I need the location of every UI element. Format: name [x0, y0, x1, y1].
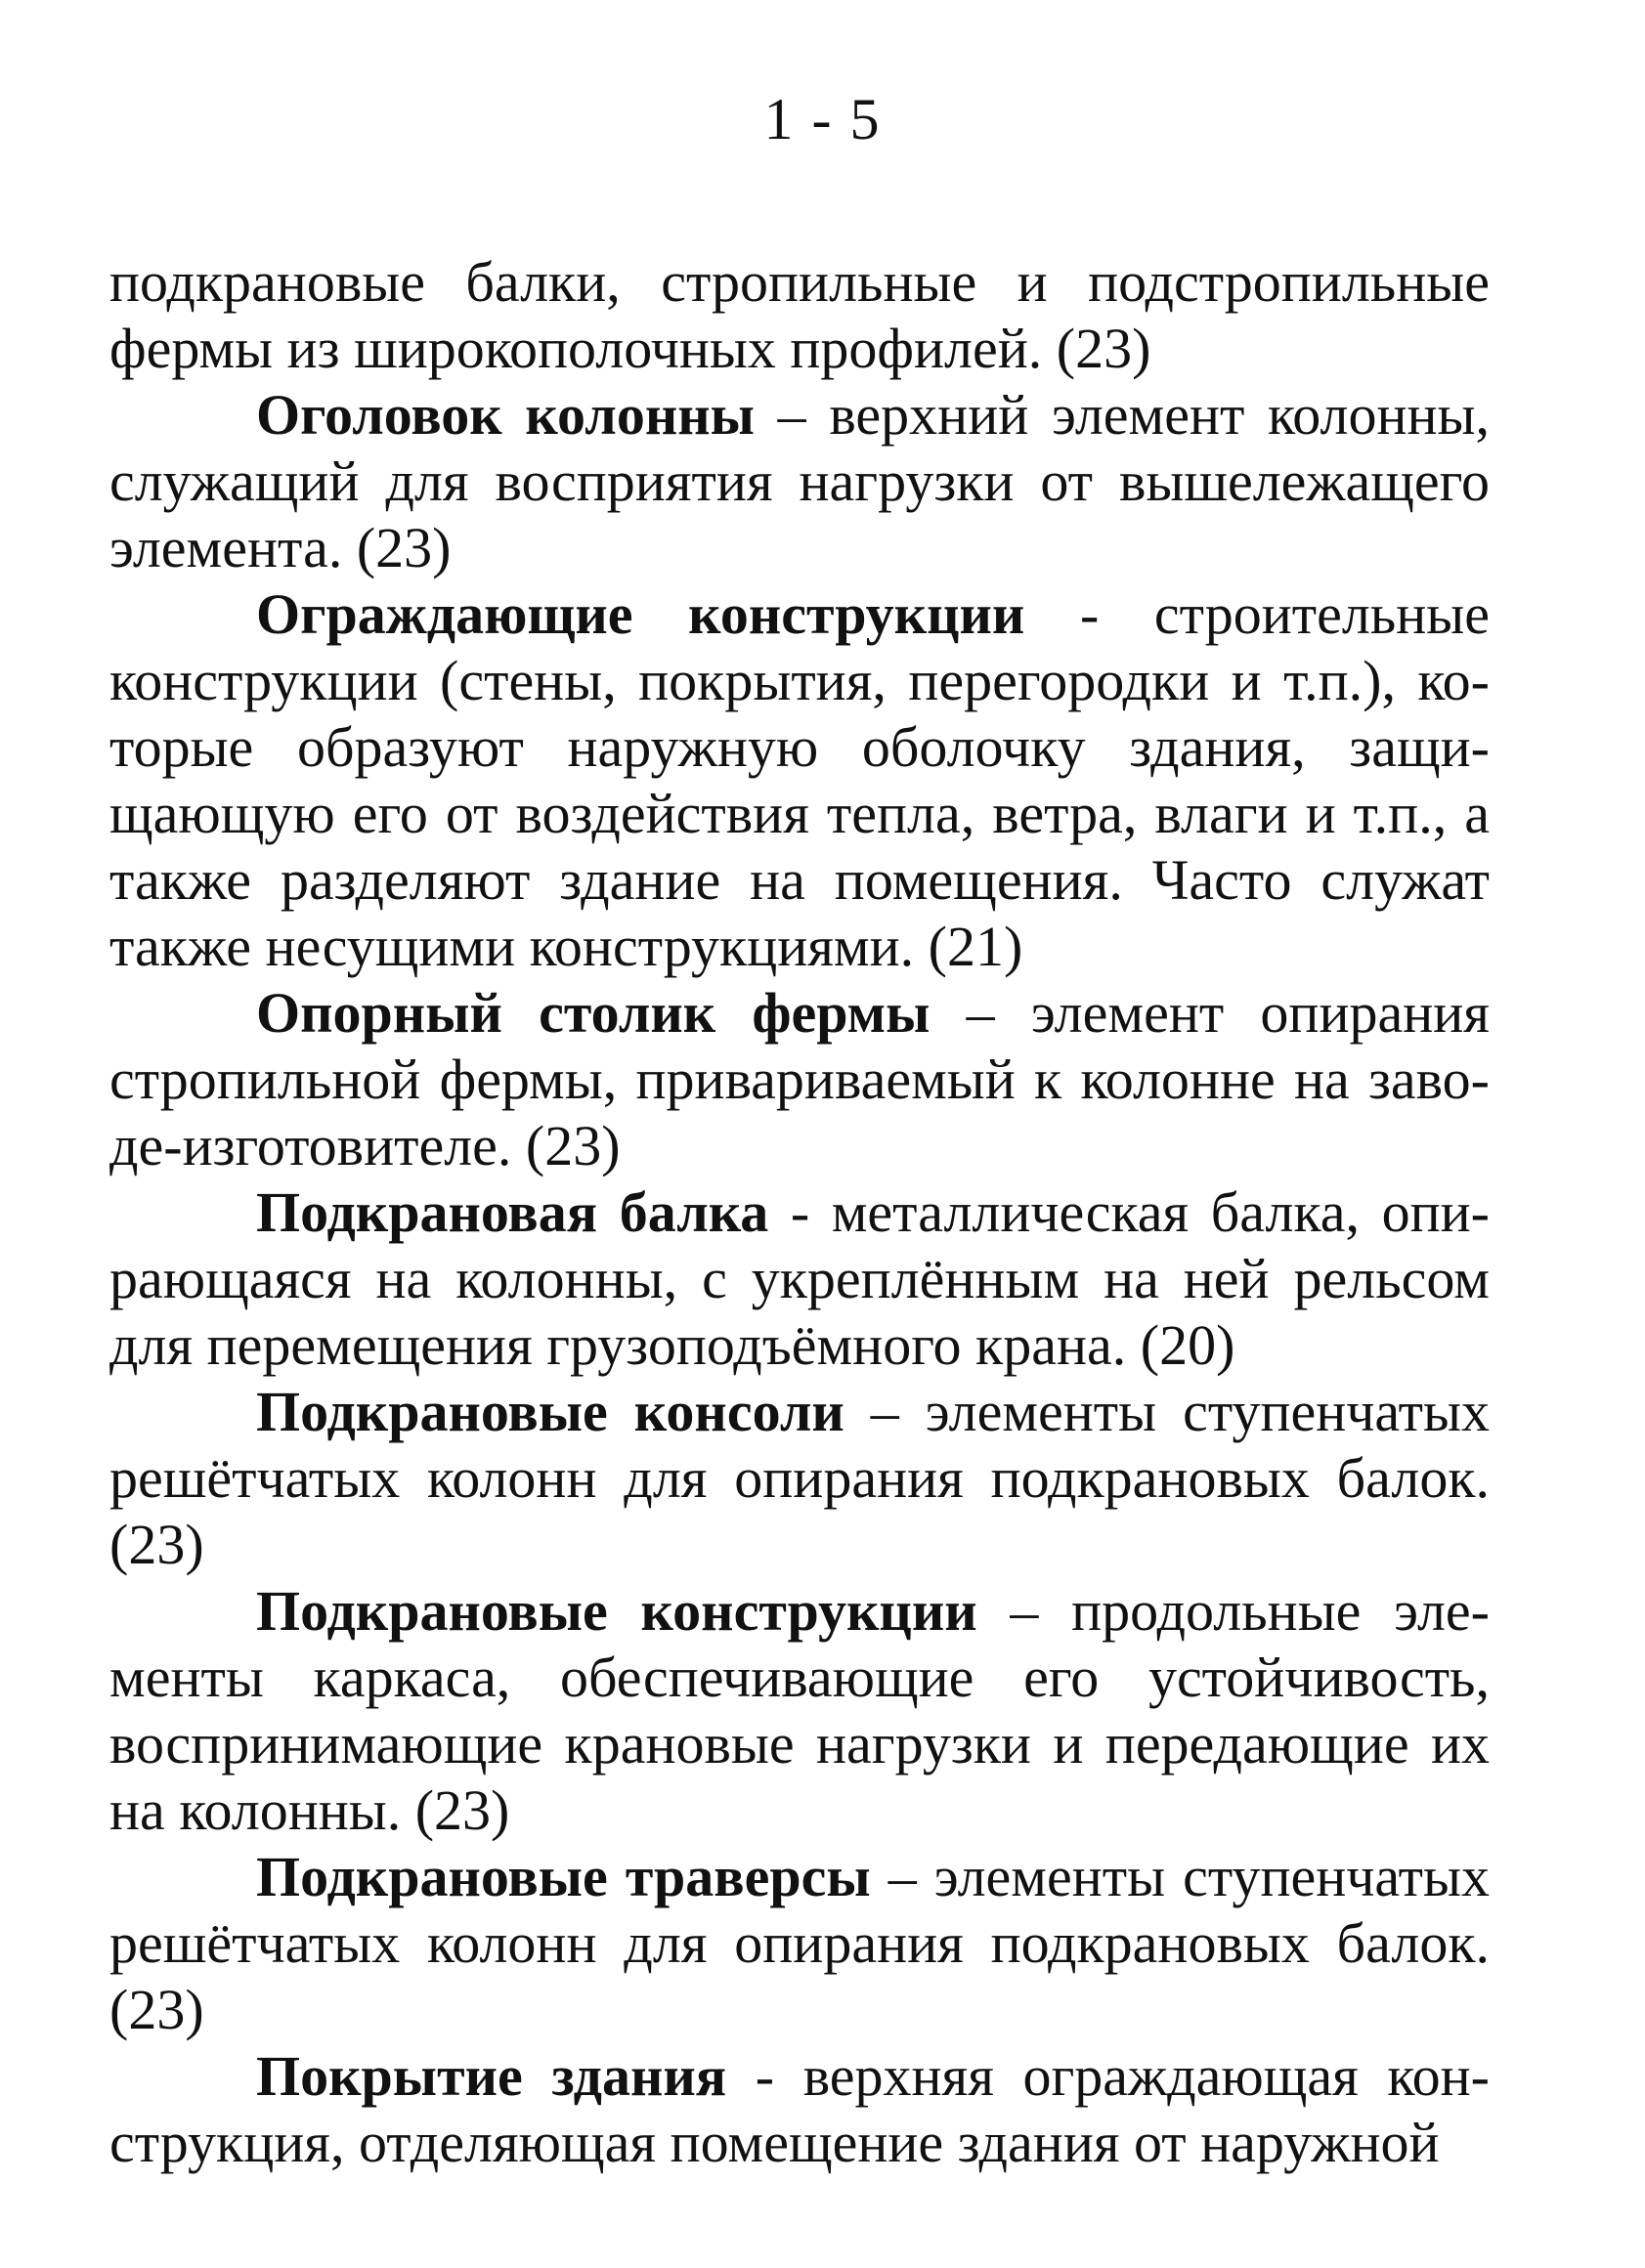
- glossary-entry: [109, 1179, 1490, 1379]
- continuation-paragraph: подкрановые балки, стропильные и подстропильные фермы из широкополочных профилей. (23): [109, 250, 1490, 380]
- page-number: 1 - 5: [763, 87, 882, 151]
- entry-term: Подкрановые траверсы: [256, 1845, 871, 1908]
- entry-definition: - верхняя ограждающая конструкция, отделяющая помещение здания от наружной: [109, 2044, 1490, 2174]
- entry-definition: - металлическая балка, опирающаяся на колонны, с укреплённым на ней рельсом для перемещения грузоподъёмного крана. (20): [109, 1180, 1490, 1377]
- entry-definition: – элементы ступенчатых решётчатых колонн для опирания подкрановых балок. (23): [109, 1845, 1490, 2041]
- page-body: [109, 249, 1490, 2176]
- glossary-entry: [109, 382, 1490, 581]
- glossary-entry: [109, 1844, 1490, 2043]
- entry-definition: – верхний элемент колонны, служащий для восприятия нагрузки от вышележащего элемента. (23): [109, 383, 1491, 579]
- entry-definition: - строительные конструкции (стены, покрытия, перегородки и т.п.), которые образуют наружную оболочку здания, защищающую его от воздействия тепла, ветра, влаги и т.п., а также разделяют здание на помещения. Часто служат также несущими конструкциями. (21): [109, 582, 1490, 978]
- entry-definition: – элементы ступенчатых решётчатых колонн для опирания подкрановых балок. (23): [109, 1380, 1490, 1576]
- glossary-entry: [109, 581, 1490, 980]
- entry-term: Ограждающие конструкции: [256, 582, 1025, 646]
- entry-term: Подкрановые консоли: [256, 1380, 844, 1443]
- entry-term: Опорный столик фермы: [256, 981, 931, 1045]
- entry-definition: – продольные элементы каркаса, обеспечивающие его устойчивость, воспринимающие крановые нагрузки и передающие их на колонны. (23): [109, 1579, 1490, 1842]
- entry-term: Покрытие здания: [256, 2044, 727, 2108]
- glossary-entry: [109, 980, 1490, 1179]
- glossary-entry: [109, 2043, 1490, 2176]
- glossary-entry: [109, 1578, 1490, 1844]
- entry-term: Подкрановая балка: [256, 1180, 769, 1244]
- entry-term: Оголовок колонны: [256, 383, 755, 447]
- glossary-entry: [109, 1379, 1490, 1578]
- entry-term: Подкрановые конструкции: [256, 1579, 977, 1643]
- entry-definition: – элемент опирания стропильной фермы, привариваемый к колонне на заводе-изготовителе. (23): [109, 981, 1490, 1177]
